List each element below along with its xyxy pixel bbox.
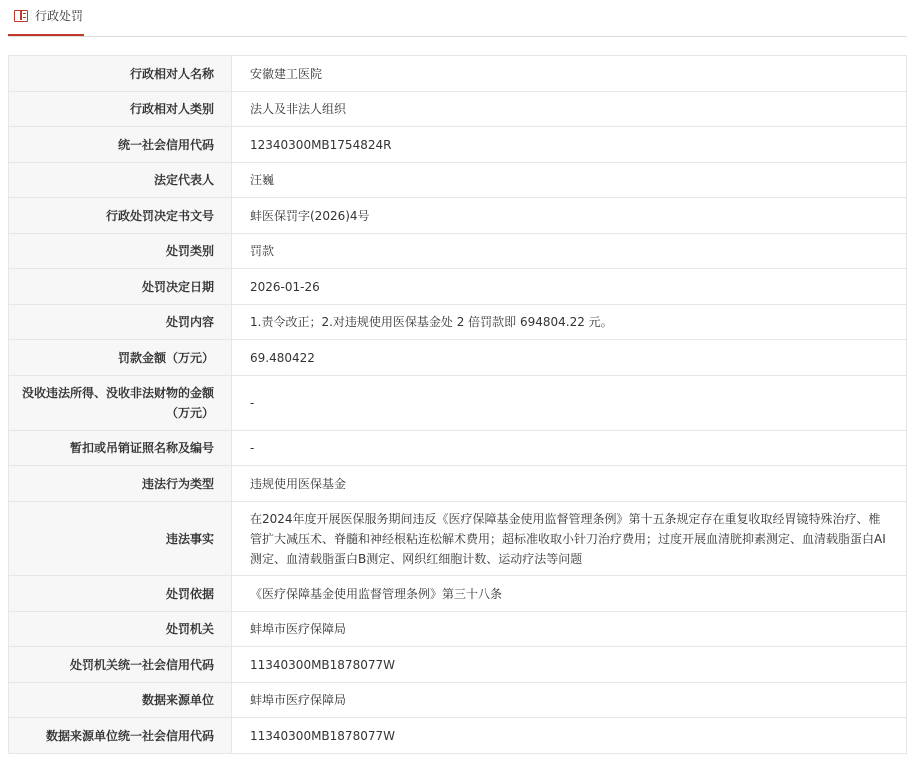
table-row <box>9 163 907 198</box>
table-row <box>9 198 907 234</box>
table-row <box>9 376 907 431</box>
table-row <box>9 269 907 305</box>
table-row <box>9 305 907 340</box>
table-row <box>9 234 907 269</box>
row-label-violation-type: 违法行为类型 <box>9 466 232 502</box>
row-label-decision-date: 处罚决定日期 <box>9 269 232 305</box>
table-row <box>9 431 907 466</box>
table-row <box>9 127 907 163</box>
row-label-license-revocation: 暂扣或吊销证照名称及编号 <box>9 431 232 466</box>
row-value-data-source: 蚌埠市医疗保障局 <box>232 683 907 718</box>
table-row <box>9 612 907 647</box>
row-value-decision-date: 2026-01-26 <box>232 269 907 305</box>
table-row <box>9 718 907 754</box>
table-row <box>9 340 907 376</box>
row-value-penalty-category: 罚款 <box>232 234 907 269</box>
row-label-party-name: 行政相对人名称 <box>9 56 232 92</box>
row-label-data-source: 数据来源单位 <box>9 683 232 718</box>
row-value-decision-number: 蚌医保罚字(2026)4号 <box>232 198 907 234</box>
row-label-confiscation-amount: 没收违法所得、没收非法财物的金额（万元） <box>9 376 232 431</box>
table-row <box>9 502 907 576</box>
row-value-legal-representative: 汪巍 <box>232 163 907 198</box>
row-label-decision-number: 行政处罚决定书文号 <box>9 198 232 234</box>
row-label-party-type: 行政相对人类别 <box>9 92 232 127</box>
row-label-violation-facts: 违法事实 <box>9 502 232 576</box>
table-row <box>9 647 907 683</box>
row-value-confiscation-amount: - <box>232 376 907 431</box>
row-label-penalty-category: 处罚类别 <box>9 234 232 269</box>
row-value-credit-code: 12340300MB1754824R <box>232 127 907 163</box>
row-value-penalty-basis: 《医疗保障基金使用监督管理条例》第三十八条 <box>232 576 907 612</box>
table-row <box>9 92 907 127</box>
row-value-penalty-content: 1.责令改正；2.对违规使用医保基金处 2 倍罚款即 694804.22 元。 <box>232 305 907 340</box>
row-value-party-type: 法人及非法人组织 <box>232 92 907 127</box>
row-label-credit-code: 统一社会信用代码 <box>9 127 232 163</box>
row-value-authority-credit-code: 11340300MB1878077W <box>232 647 907 683</box>
row-label-penalty-authority: 处罚机关 <box>9 612 232 647</box>
document-icon <box>14 10 28 22</box>
row-value-party-name: 安徽建工医院 <box>232 56 907 92</box>
table-row <box>9 56 907 92</box>
row-value-fine-amount: 69.480422 <box>232 340 907 376</box>
tab-bar <box>8 0 907 37</box>
row-value-violation-type: 违规使用医保基金 <box>232 466 907 502</box>
row-label-penalty-content: 处罚内容 <box>9 305 232 340</box>
row-label-legal-representative: 法定代表人 <box>9 163 232 198</box>
penalty-info-table <box>8 55 907 754</box>
row-value-penalty-authority: 蚌埠市医疗保障局 <box>232 612 907 647</box>
row-label-data-source-credit-code: 数据来源单位统一社会信用代码 <box>9 718 232 754</box>
row-label-authority-credit-code: 处罚机关统一社会信用代码 <box>9 647 232 683</box>
table-row <box>9 466 907 502</box>
row-value-data-source-credit-code: 11340300MB1878077W <box>232 718 907 754</box>
tab-label: 行政处罚 <box>35 9 84 23</box>
row-value-license-revocation: - <box>232 431 907 466</box>
tab-administrative-penalty[interactable] <box>8 0 84 36</box>
table-row <box>9 683 907 718</box>
row-label-fine-amount: 罚款金额（万元） <box>9 340 232 376</box>
table-row <box>9 576 907 612</box>
row-label-penalty-basis: 处罚依据 <box>9 576 232 612</box>
row-value-violation-facts: 在2024年度开展医保服务期间违反《医疗保障基金使用监督管理条例》第十五条规定存在重复收取经胃镜特殊治疗、椎管扩大减压术、脊髓和神经根粘连松解术费用；超标准收取小针刀治疗费用；过度开展血清胱抑素测定、血清载脂蛋白AI测定、血清载脂蛋白B测定、网织红细胞计数、运动疗法等问题 <box>232 502 907 576</box>
